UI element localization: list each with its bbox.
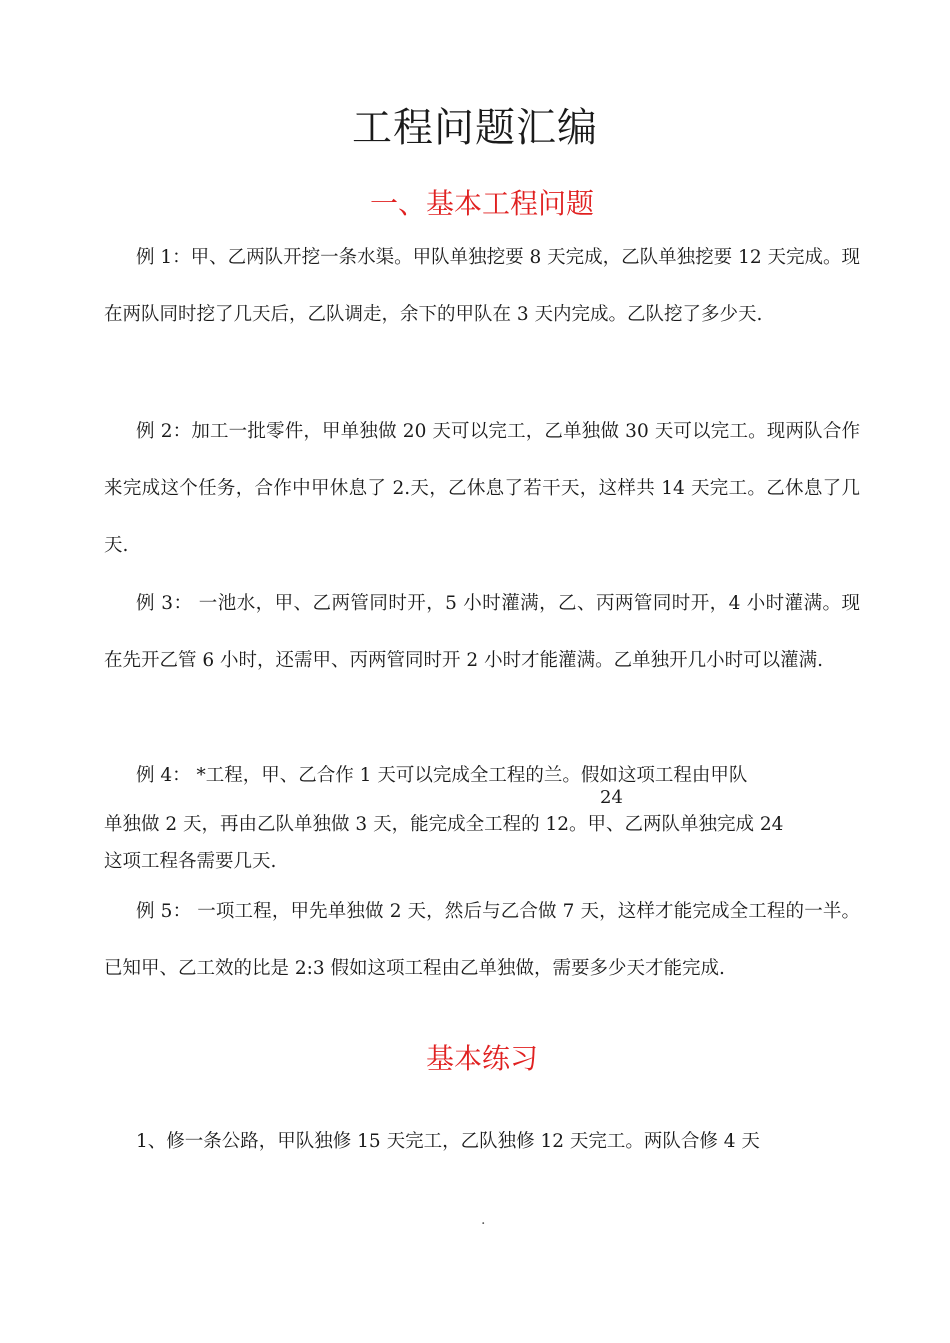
example-4-line-2: 单独做 2 天，再由乙队单独做 3 天，能完成全工程的 12。甲、乙两队单独完成 24: [104, 814, 784, 835]
example-3: 例 3： 一池水，甲、乙两管同时开，5 小时灌满，乙、丙两管同时开，4 小时灌满。现在先开乙管 6 小时，还需甲、丙两管同时开 2 小时才能灌满。乙单独开几小时可以灌满.: [104, 593, 860, 671]
page-title: 工程问题汇编: [352, 105, 598, 151]
practice-item-1: 1、修一条公路，甲队独修 15 天完工，乙队独修 12 天完工。两队合修 4 天: [136, 1131, 760, 1152]
footer-mark: .: [481, 1212, 486, 1228]
section-heading-basic-practice: 基本练习: [425, 1042, 538, 1075]
example-2: 例 2：加工一批零件，甲单独做 20 天可以完工，乙单独做 30 天可以完工。现两队合作来完成这个任务，合作中甲休息了 2.天，乙休息了若干天，这样共 14 天完工。乙休息了几天.: [104, 421, 860, 556]
example-4-fraction-denominator: 24: [600, 787, 623, 808]
example-4-line-3: 这项工程各需要几天.: [104, 851, 277, 872]
section-heading-basic-problems: 一、基本工程问题: [369, 187, 594, 220]
example-4-line-1: 例 4： *工程，甲、乙合作 1 天可以完成全工程的兰。假如这项工程由甲队: [136, 765, 748, 786]
example-1: 例 1：甲、乙两队开挖一条水渠。甲队单独挖要 8 天完成，乙队单独挖要 12 天完成。现在两队同时挖了几天后，乙队调走，余下的甲队在 3 天内完成。乙队挖了多少天.: [104, 247, 860, 325]
example-5: 例 5： 一项工程，甲先单独做 2 天，然后与乙合做 7 天，这样才能完成全工程的一半。已知甲、乙工效的比是 2:3 假如这项工程由乙单独做，需要多少天才能完成.: [104, 901, 860, 979]
